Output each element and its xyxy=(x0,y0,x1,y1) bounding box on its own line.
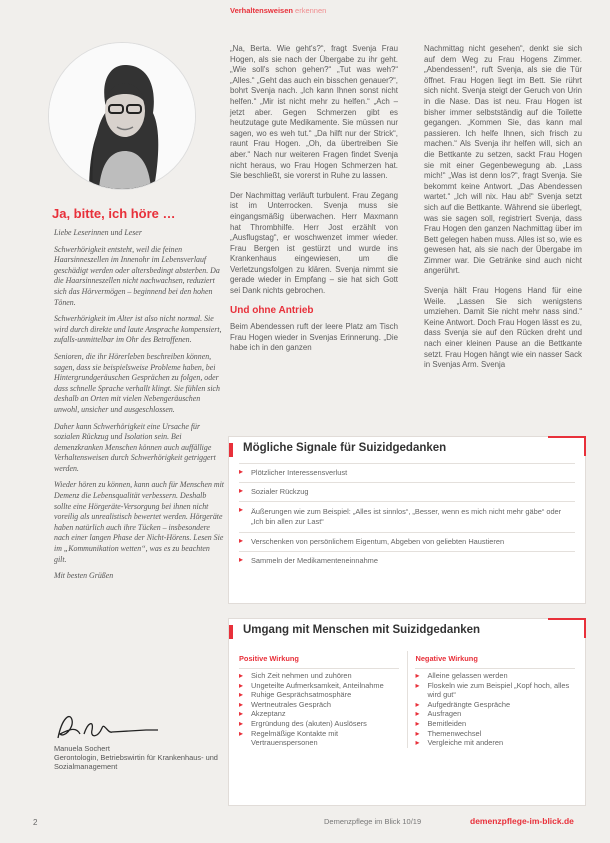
article-paragraph: Beim Abendessen ruft der leere Platz am Tisch Frau Hogen wieder in Svenjas Erinnerung. „Die habe ich in den ganzen xyxy=(230,322,398,353)
article-paragraph: Der Nachmittag verläuft turbulent. Frau Zegang ist im Unterrocken. Svenja muss sie eingangsmäßig überwachen. Herr Maxmann hat Thrombhilfe. Herr Jost erzählt von „Ausflugstag“, er woschwenzet immer wieder. Frau Bergen ist gestürzt und wurde ins Krankenhaus eingewiesen, um die Verletzungsfolgen zu klären. Svenja nimmt sie gerade wieder in Empfang – sie hat sich Gott sei Dank nichts gebrochen. xyxy=(230,190,398,296)
handling-title: Umgang mit Menschen mit Suizidgedanken xyxy=(243,624,481,636)
signal-item: ▸ Plötzlicher Interessensverlust xyxy=(239,463,575,482)
page-number: 2 xyxy=(33,818,38,827)
positive-list xyxy=(239,669,399,748)
positive-item: ▸ Sich Zeit nehmen und zuhören xyxy=(239,671,399,681)
section-kicker xyxy=(230,6,326,15)
closing: Mit besten Grüßen xyxy=(54,571,114,581)
signals-box xyxy=(228,436,586,604)
article-subheading: Und ohne Antrieb xyxy=(230,304,314,316)
positive-item: ▸ Ungeteilte Aufmerksamkeit, Anteilnahme xyxy=(239,681,399,691)
positive-header: Positive Wirkung xyxy=(239,651,399,669)
positive-item: ▸ Akzeptanz xyxy=(239,709,399,719)
handling-table xyxy=(239,651,575,748)
editorial-paragraph: Schwerhörigkeit im Alter ist also nicht normal. Sie wird durch direkte und laute Ansprache kompensiert, zufalls-unmittelbar im Ohr des Betroffenen. xyxy=(54,314,222,345)
signal-item: ▸ Verschenken von persönlichem Eigentum, Abgeben von geliebten Haustieren xyxy=(239,532,575,551)
signals-list xyxy=(229,463,585,570)
column-heading: Ja, bitte, ich höre … xyxy=(52,206,176,221)
handwritten-signature xyxy=(54,708,164,746)
negative-item: ▸ Floskeln wie zum Beispiel „Kopf hoch, alles wird gut“ xyxy=(415,681,575,700)
handling-header xyxy=(229,619,585,645)
negative-header: Negative Wirkung xyxy=(415,651,575,669)
column-divider xyxy=(407,651,408,748)
article-column-right xyxy=(424,44,582,380)
signal-item: ▸ Sammeln der Medikamenteneinnahme xyxy=(239,551,575,570)
editorial-text xyxy=(54,228,224,588)
negative-column xyxy=(415,651,575,748)
signals-title: Mögliche Signale für Suizidgedanken xyxy=(243,442,447,454)
article-paragraph: „Na, Berta. Wie geht's?“, fragt Svenja Frau Hogen, als sie nach der Übergabe zu ihr geht. „Wie soll's schon gehen?“ „Tut was weh?“ „Alles.“ „Geht das auch ein bisschen genauer?“, bohrt Svenja nach. „Ich kann Ihnen sonst nicht helfen.“ „Mir ist nicht mehr zu helfen.“ „Ach – jetzt aber. Gegen Schmerzen gibt es heutzutage gute Medikamente. Sie müssen nur sagen, wo es weh tut.“ „Da hilft nur der Strick“, raunt Frau Hogen. „Oh, da übertreiben Sie aber.“ Nach nur weiteren Fragen findet Svenja nicht heraus, wo Frau Hogen Schmerzen hat. Sie beschließt, sie vorerst in Ruhe zu lassen. xyxy=(230,44,398,181)
editorial-paragraph: Daher kann Schwerhörigkeit eine Ursache für sozialen Rückzug und Isolation sein. Bei demenzkranken Menschen können auch auffällige Verhaltensweisen durch Schwerhörigkeit getriggert werden. xyxy=(54,421,216,473)
author-portrait xyxy=(48,42,196,190)
kicker-main: Verhaltensweisen xyxy=(230,6,293,15)
negative-item: ▸ Aufgedrängte Gespräche xyxy=(415,700,575,710)
editorial-paragraph: Schwerhörigkeit entsteht, weil die feinen Haarsinneszellen im Innenohr im Lebensverlauf geschädigt werden oder altersbedingt absterben. Da die Haarsinneszellen nicht nachwachsen, reduziert sich das Hörvermögen – beginnend bei den hohen Tönen. xyxy=(54,244,220,307)
signature-block xyxy=(54,744,234,771)
negative-list xyxy=(415,669,575,748)
positive-item: ▸ Ruhige Gesprächsatmosphäre xyxy=(239,690,399,700)
portrait-image xyxy=(49,43,195,189)
negative-item: ▸ Ausfragen xyxy=(415,709,575,719)
negative-item: ▸ Vergleiche mit anderen xyxy=(415,738,575,748)
signal-item: ▸ Äußerungen wie zum Beispiel: „Alles ist sinnlos“, „Besser, wenn es mich nicht mehr gäbe“ oder „Ich bin allen zur Last“ xyxy=(239,501,575,532)
signature-name: Manuela Sochert xyxy=(54,744,110,753)
article-paragraph: Svenja hält Frau Hogens Hand für eine Weile. „Lassen Sie sich wenigstens umziehen. Damit Sie nicht mehr nass sind.“ Keine Antwort. Doch Frau Hogen lässt es zu, dass Svenja sie auf den Rücken dreht und nach einer kleinen Pause an die Bettkante setzt. Frau Hogen hängt wie ein nasser Sack in Svenjas Arm. Svenja xyxy=(424,286,582,370)
negative-item: ▸ Alleine gelassen werden xyxy=(415,671,575,681)
positive-item: ▸ Ergründung des (akuten) Auslösers xyxy=(239,719,399,729)
signature-role: Gerontologin, Betriebswirtin für Krankenhaus- und Sozialmanagement xyxy=(54,753,218,771)
article-paragraph: Nachmittag nicht gesehen“, denkt sie sich auf dem Weg zu Frau Hogens Zimmer. „Abendessen!“, ruft Svenja, als sie die Tür öffnet. Frau Hogen liegt im Bett. Sie rührt sich nicht. Svenja steigt der Geruch von Urin in die Nase. Das ist neu. Frau Hogen ist bisher immer selbstständig auf die Toilette gegangen. „Kommen Sie, das kann mal passieren. Ich helfe Ihnen, sich frisch zu machen.“ Als Svenja ihr helfen will, sich an die Bettkante zu setzen, sackt Frau Hogen sie mit einer Gegenbewegung ab. „Lass mich!“ „Was ist denn los?“, fragt Svenja. Sie bekommt keine Antwort. „Das Abendessen wartet.“ „Ich will nix. Hau ab!“ Svenja setzt sich auf die Bettkante. Während sie überlegt, was sie sagen soll, registriert Svenja, dass Frau Hogen den ganzen Nachmittag über im Bett gelegen haben muss. Alles ist so, wie es gewesen hat, als sie nach der Übergabe im Zimmer war. Die Getränke sind auch nicht angerührt. xyxy=(424,44,582,276)
salutation: Liebe Leserinnen und Leser xyxy=(54,228,142,237)
positive-item: ▸ Wertneutrales Gespräch xyxy=(239,700,399,710)
editorial-paragraph: Senioren, die ihr Hörerleben beschreiben können, sagen, dass sie beispielsweise Probleme haben, bei Hintergrundgeräuschen Gesprächen zu folgen, oder dass schnelle Sprache verhallt klingt. Sie fühlen sich deshalb an Orten mit vielen Nebengeräuschen unwohl, unsicher und ausgeschlossen. xyxy=(54,351,220,414)
negative-item: ▸ Bemitleiden xyxy=(415,719,575,729)
editorial-paragraph: Wieder hören zu können, kann auch für Menschen mit Demenz die Lebensqualität verbessern. Deshalb sollte eine Hörgeräte-Versorgung bei ihnen nicht voreilig als unrealistisch bewertet werden. Hörgeräte haben natürlich auch ihre Tücken – insbesondere nach einer langen Phase der Nicht-Hörens. Lesen Sie im „Kommunikation wetten“, was es zu beachten gilt. xyxy=(54,480,224,564)
positive-column xyxy=(239,651,399,748)
negative-item: ▸ Themenwechsel xyxy=(415,729,575,739)
website-link[interactable]: demenzpflege-im-blick.de xyxy=(470,816,574,826)
signal-item: ▸ Sozialer Rückzug xyxy=(239,482,575,501)
accent-bar xyxy=(229,625,233,639)
positive-item: ▸ Regelmäßige Kontakte mit Vertrauenspersonen xyxy=(239,729,399,748)
signals-header xyxy=(229,437,585,463)
magazine-issue: Demenzpflege im Blick 10/19 xyxy=(324,817,422,826)
kicker-sub: erkennen xyxy=(295,6,327,15)
handling-box xyxy=(228,618,586,806)
accent-bar xyxy=(229,443,233,457)
article-column-middle xyxy=(230,44,398,363)
